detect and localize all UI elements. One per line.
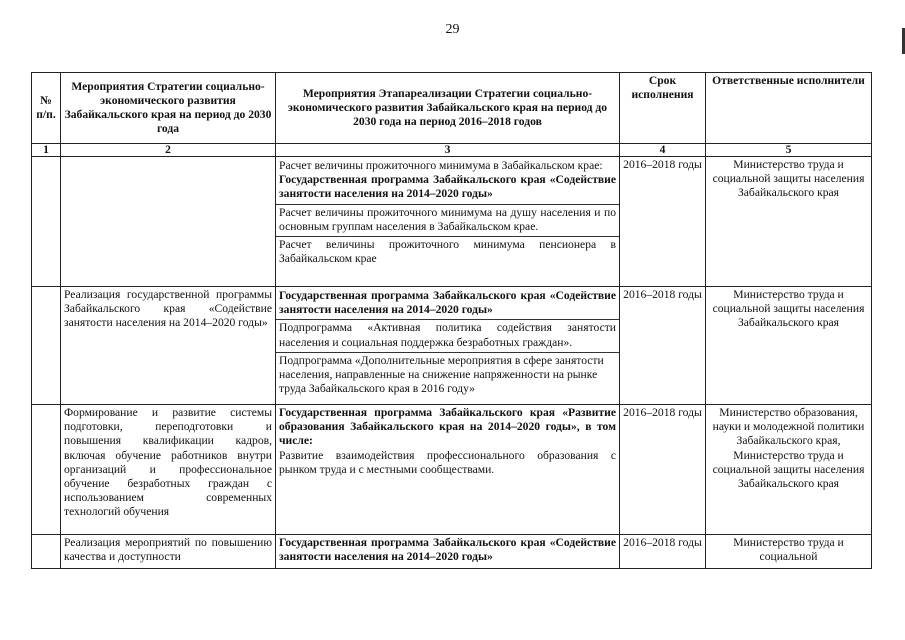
strategy-measure: Реализация мероприятий по повышению качества и доступности [61, 535, 276, 569]
program-title: Государственная программа Забайкальского края «Содействие занятости населения на 2014–2020 годы» [276, 288, 619, 320]
column-number: 5 [706, 144, 872, 157]
responsible: Министерство труда и социальной [706, 535, 872, 569]
row-number [32, 405, 61, 535]
strategy-table [31, 72, 872, 569]
term: 2016–2018 годы [620, 405, 706, 535]
column-number: 2 [61, 144, 276, 157]
stage-measures [276, 287, 620, 405]
measure-text: Расчет величины прожиточного минимума пенсионера в Забайкальском крае [279, 238, 616, 266]
header-term: Срок исполнения [620, 73, 706, 144]
measure-block [276, 158, 619, 205]
measure-text: Расчет величины прожиточного минимума в Забайкальском крае: [279, 159, 603, 172]
responsible: Министерство образования, науки и молодежной политики Забайкальского края, Министерство труда и социальной защиты населения Забайкальского края [706, 405, 872, 535]
strategy-measure [61, 157, 276, 287]
column-number: 4 [620, 144, 706, 157]
strategy-measure: Формирование и развитие системы подготовки, переподготовки и повышения квалификации кадров, включая обучение работников внутри организаций и профессиональное обучение безработных граждан с использованием современных технологий обучения [61, 405, 276, 535]
measure-text: Развитие взаимодействия профессионального образования с рынком труда и с местными сообществами. [279, 448, 616, 476]
row-number [32, 287, 61, 405]
table-row [32, 157, 872, 287]
column-number: 3 [276, 144, 620, 157]
row-number [32, 157, 61, 287]
program-title: Государственная программа Забайкальского края «Содействие занятости населения на 2014–2020 годы» [279, 536, 616, 564]
responsible: Министерство труда и социальной защиты населения Забайкальского края [706, 157, 872, 287]
header-number: № п/п. [32, 73, 61, 144]
table-row [32, 405, 872, 535]
header-strategy-measures: Мероприятия Стратегии социально-экономического развития Забайкальского края на период до 2030 года [61, 73, 276, 144]
term: 2016–2018 годы [620, 287, 706, 405]
measure-text: Подпрограмма «Дополнительные мероприятия в сфере занятости населения, направленные на снижение напряженности на рынке труда Забайкальского края в 2016 году» [279, 353, 604, 396]
term: 2016–2018 годы [620, 157, 706, 287]
program-title: Государственная программа Забайкальского края «Развитие образования Забайкальского края на 2014–2020 годы», в том числе: [279, 406, 616, 448]
measure-text: Расчет величины прожиточного минимума на душу населения и по основным группам населения в Забайкальском крае. [276, 205, 619, 237]
header-responsible: Ответственные исполнители [706, 73, 872, 144]
stage-measures [276, 405, 620, 535]
responsible: Министерство труда и социальной защиты населения Забайкальского края [706, 287, 872, 405]
table-row [32, 287, 872, 405]
strategy-measure: Реализация государственной программы Забайкальского края «Содействие занятости населения на 2014–2020 годы» [61, 287, 276, 405]
table-row [32, 535, 872, 569]
stage-measures [276, 157, 620, 287]
page-number: 29 [445, 22, 460, 37]
column-number: 1 [32, 144, 61, 157]
measure-text: Подпрограмма «Активная политика содействия занятости населения и социальная поддержка безработных граждан». [276, 320, 619, 352]
header-stage-measures: Мероприятия Этапареализации Стратегии социально-экономического развития Забайкальского края на период до 2030 года на период 2016–2018 годов [276, 73, 620, 144]
term: 2016–2018 годы [620, 535, 706, 569]
program-title: Государственная программа Забайкальского края «Содействие занятости населения на 2014–2020 годы» [279, 173, 616, 201]
row-number [32, 535, 61, 569]
stage-measures [276, 535, 620, 569]
